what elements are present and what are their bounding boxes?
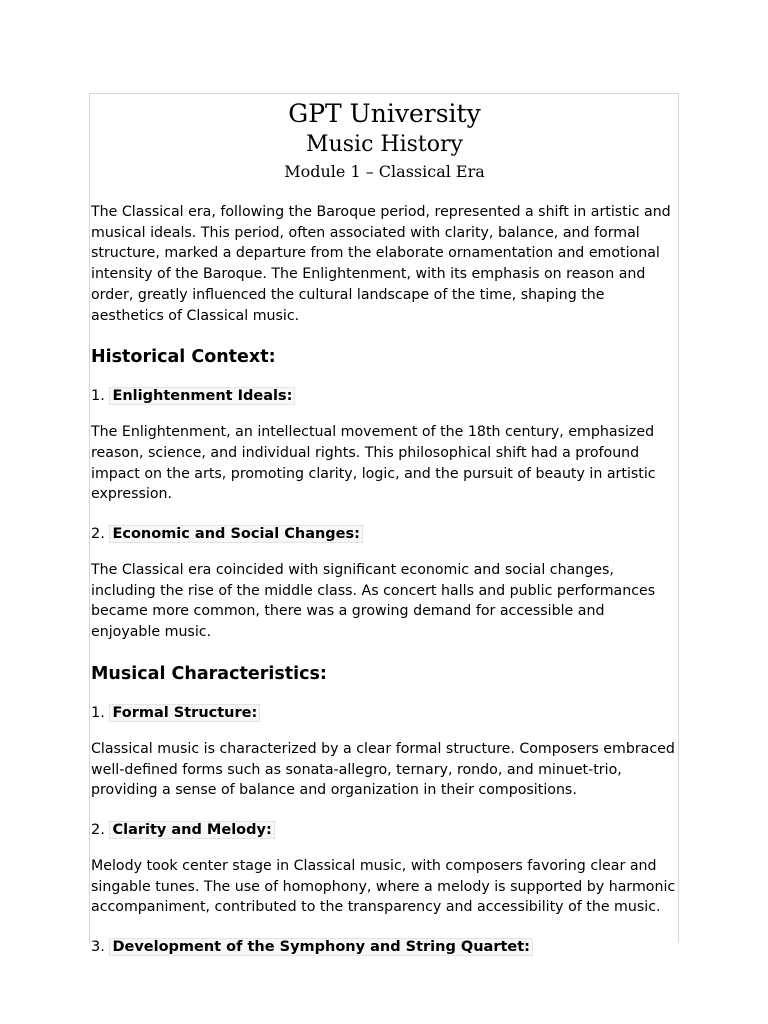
list-item-formal-structure — [91, 702, 678, 724]
course-title: Music History — [306, 132, 463, 157]
list-number: 3. — [91, 939, 105, 956]
list-label: Clarity and Melody: — [109, 821, 274, 839]
list-number: 1. — [91, 704, 105, 721]
list-label: Formal Structure: — [109, 704, 260, 722]
section-heading-musical-characteristics: Musical Characteristics: — [91, 663, 327, 684]
list-number: 2. — [91, 821, 105, 838]
document-header — [91, 94, 678, 184]
paragraph-economic-social-changes: The Classical era coincided with significant economic and social changes, including the rise of the middle class. As concert halls and public performances became more common, there was a growing demand for accessible and enjoyable music. — [91, 562, 656, 641]
list-item-symphony-string-quartet — [91, 936, 678, 958]
list-number: 1. — [91, 388, 105, 405]
list-item-economic-social-changes — [91, 523, 678, 545]
list-label: Development of the Symphony and String Quartet: — [109, 938, 533, 956]
list-item-clarity-melody — [91, 819, 678, 841]
list-label: Economic and Social Changes: — [109, 525, 363, 543]
list-item-enlightenment-ideals — [91, 385, 678, 407]
section-heading-historical-context: Historical Context: — [91, 347, 276, 368]
university-title: GPT University — [288, 99, 481, 128]
intro-paragraph: The Classical era, following the Baroque period, represented a shift in artistic and musical ideals. This period, often associated with clarity, balance, and formal structure, marked a departure from the elaborate ornamentation and emotional intensity of the Baroque. The Enlightenment, with its emphasis on reason and order, greatly influenced the cultural landscape of the time, shaping the aesthetics of Classical music. — [91, 204, 671, 324]
document-page — [89, 93, 679, 956]
module-title: Module 1 – Classical Era — [284, 162, 485, 181]
list-number: 2. — [91, 526, 105, 543]
paragraph-enlightenment-ideals: The Enlightenment, an intellectual movement of the 18th century, emphasized reason, science, and individual rights. This philosophical shift had a profound impact on the arts, promoting clarity, logic, and the pursuit of beauty in artistic expression. — [91, 424, 656, 503]
paragraph-clarity-melody: Melody took center stage in Classical music, with composers favoring clear and singable tunes. The use of homophony, where a melody is supported by harmonic accompaniment, contributed to the transparency and accessibility of the music. — [91, 857, 676, 916]
list-label: Enlightenment Ideals: — [109, 387, 295, 405]
paragraph-formal-structure: Classical music is characterized by a clear formal structure. Composers embraced well-defined forms such as sonata-allegro, ternary, rondo, and minuet-trio, providing a sense of balance and organization in their compositions. — [91, 740, 675, 799]
